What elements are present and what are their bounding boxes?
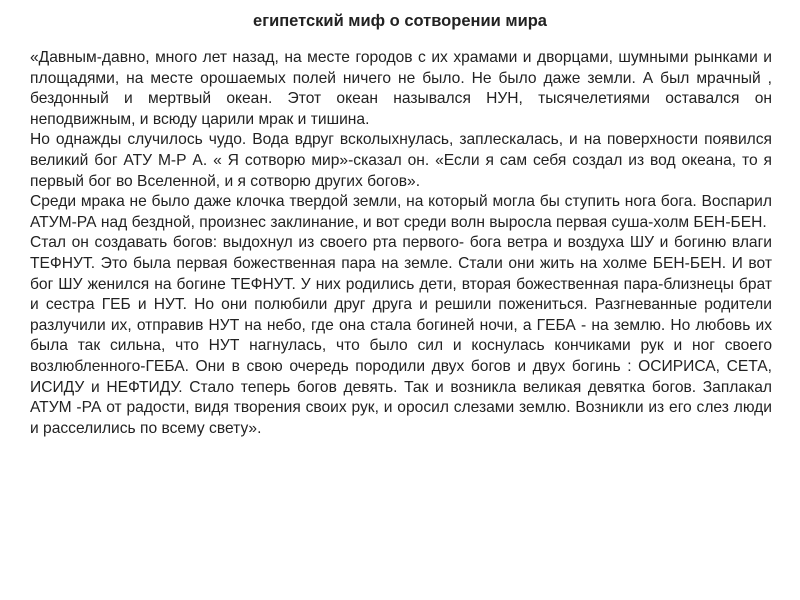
paragraph-4: Стал он создавать богов: выдохнул из своего рта первого- бога ветра и воздуха ШУ и богиню влаги ТЕФНУТ. Это была первая божественная пара на земле. Стали они жить на холме БЕН-БЕН. И вот бог ШУ женился на богине ТЕФНУТ. У них родились дети, вторая божественная пара-близнецы брат и сестра ГЕБ и НУТ. Но они полюбили друг друга и решили пожениться. Разгневанные родители разлучили их, отправив НУТ на небо, где она стала богиней ночи, а ГЕБА - на землю. Но любовь их была так сильна, что НУТ нагнулась, что было сил и коснулась кончиками рук и ног своего возлюбленного-ГЕБА. Они в свою очередь породили двух богов и двух богинь : ОСИРИСА, СЕТА, ИСИДУ и НЕФТИДУ. Стало теперь богов девять. Так и возникла великая девятка богов. Заплакал АТУМ -РА от радости, видя творения своих рук, и оросил слезами землю. Возникли из его слез люди и расселились по всему свету». — [30, 234, 772, 437]
paragraph-1: «Давным-давно, много лет назад, на месте городов с их храмами и дворцами, шумными рынками и площадями, на месте орошаемых полей ничего не было. Не было даже земли. А был мрачный , бездонный и мертвый океан. Этот океан назывался НУН, тысячелетиями оставался он неподвижным, и всюду царили мрак и тишина. — [30, 49, 772, 128]
paragraph-3: Среди мрака не было даже клочка твердой земли, на который могла бы ступить нога бога. Воспарил АТУМ-РА над бездной, произнес заклинание, и вот среди волн выросла первая суша-холм БЕН-БЕН. — [30, 193, 772, 231]
document-body — [30, 48, 772, 439]
document-title: египетский миф о сотворении мира — [253, 12, 547, 30]
paragraph-2: Но однажды случилось чудо. Вода вдруг всколыхнулась, заплескалась, и на поверхности появился великий бог АТУ М-Р А. « Я сотворю мир»-сказал он. «Если я сам себя создал из вод океана, то я первый бог во Вселенной, и я сотворю других богов». — [30, 131, 772, 190]
